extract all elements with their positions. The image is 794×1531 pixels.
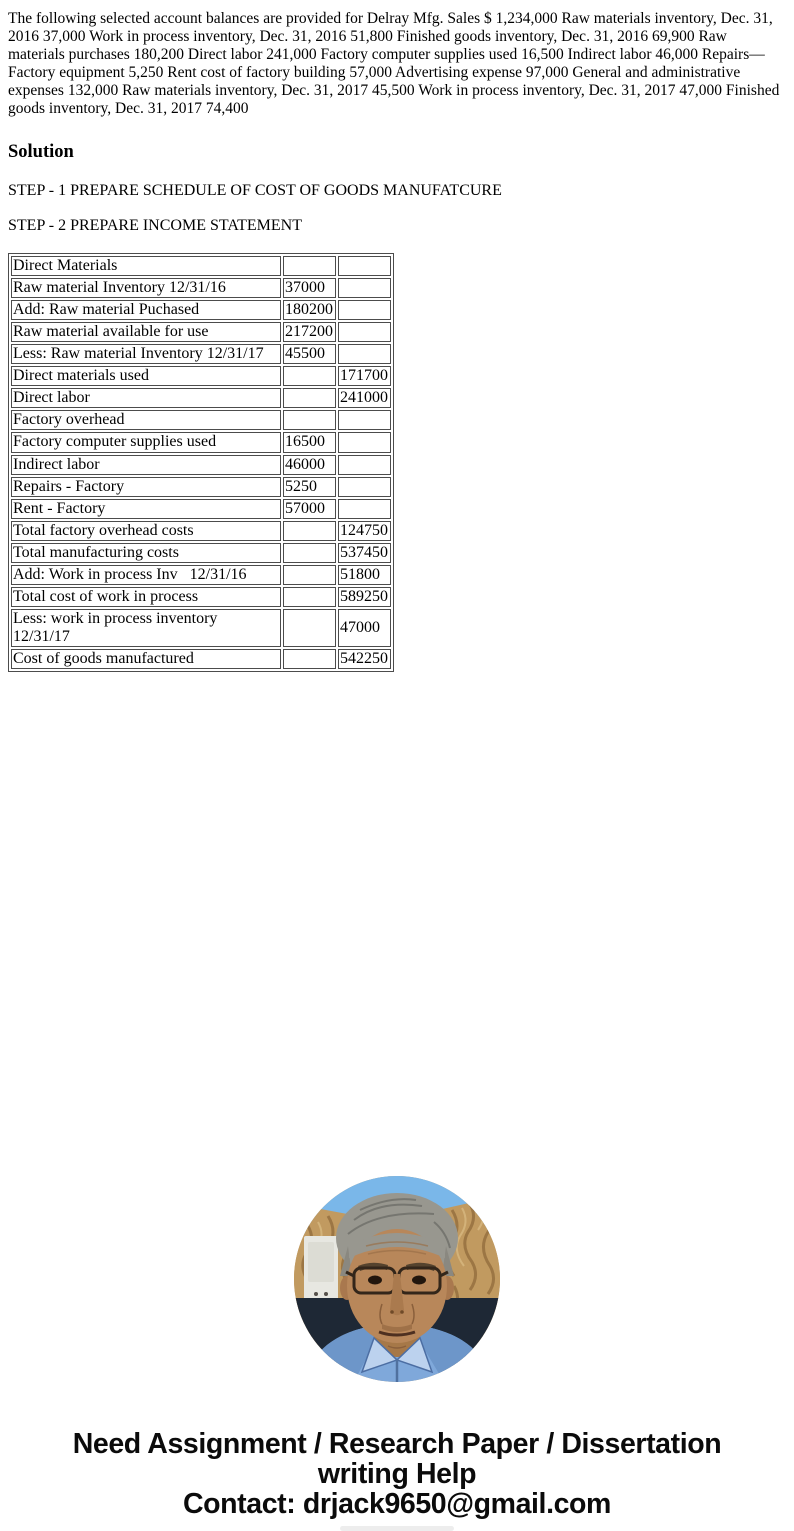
schedule-label-cell: Cost of goods manufactured [11, 649, 281, 669]
schedule-value-cell: 45500 [283, 344, 336, 364]
schedule-label-cell: Raw material Inventory 12/31/16 [11, 278, 281, 298]
schedule-row [11, 521, 391, 541]
schedule-value-cell [338, 410, 391, 430]
schedule-value-cell [338, 455, 391, 475]
schedule-value-cell [338, 499, 391, 519]
schedule-value-cell: 5250 [283, 477, 336, 497]
schedule-label-cell: Direct Materials [11, 256, 281, 276]
schedule-value-cell [283, 565, 336, 585]
schedule-value-cell [283, 366, 336, 386]
schedule-label-cell: Total factory overhead costs [11, 521, 281, 541]
schedule-value-cell [283, 587, 336, 607]
schedule-row [11, 322, 391, 342]
schedule-value-cell: 47000 [338, 609, 391, 647]
schedule-row [11, 455, 391, 475]
schedule-label-cell: Total manufacturing costs [11, 543, 281, 563]
schedule-label-cell: Factory overhead [11, 410, 281, 430]
schedule-value-cell: 124750 [338, 521, 391, 541]
schedule-value-cell [338, 256, 391, 276]
schedule-value-cell: 241000 [338, 388, 391, 408]
schedule-row [11, 410, 391, 430]
schedule-value-cell: 46000 [283, 455, 336, 475]
schedule-value-cell: 589250 [338, 587, 391, 607]
schedule-row [11, 649, 391, 669]
schedule-value-cell [338, 322, 391, 342]
schedule-value-cell: 542250 [338, 649, 391, 669]
step-1-line: STEP - 1 PREPARE SCHEDULE OF COST OF GOODS MANUFATCURE [8, 181, 502, 199]
faded-text-artifact [340, 1526, 454, 1531]
schedule-row [11, 432, 391, 452]
schedule-label-cell: Rent - Factory [11, 499, 281, 519]
schedule-value-cell [338, 300, 391, 320]
schedule-value-cell: 37000 [283, 278, 336, 298]
schedule-label-cell: Raw material available for use [11, 322, 281, 342]
schedule-label-cell: Factory computer supplies used [11, 432, 281, 452]
footer-contact-text: Contact: drjack9650@gmail.com [182, 1488, 611, 1521]
schedule-value-cell [283, 256, 336, 276]
intro-paragraph: The following selected account balances are provided for Delray Mfg. Sales $ 1,234,000 Raw materials inventory, Dec. 31, 2016 37,000 Work in process inventory, Dec. 31, 2016 51,800 Finished goods inventory, Dec. 31, 2016 69,900 Raw materials purchases 180,200 Direct labor 241,000 Factory computer supplies used 16,500 Indirect labor 46,000 Repairs—Factory equipment 5,250 Rent cost of factory building 57,000 Advertising expense 97,000 General and administrative expenses 132,000 Raw materials inventory, Dec. 31, 2017 45,500 Work in process inventory, Dec. 31, 2017 47,000 Finished goods inventory, Dec. 31, 2017 74,400 [8, 10, 780, 117]
schedule-value-cell: 180200 [283, 300, 336, 320]
schedule-row [11, 565, 391, 585]
schedule-value-cell [283, 543, 336, 563]
schedule-row [11, 278, 391, 298]
schedule-row [11, 256, 391, 276]
schedule-label-cell: Direct labor [11, 388, 281, 408]
schedule-label-cell: Total cost of work in process [11, 587, 281, 607]
step-2-line: STEP - 2 PREPARE INCOME STATEMENT [8, 216, 303, 234]
schedule-row [11, 609, 391, 647]
footer-banner [8, 1429, 786, 1531]
schedule-value-cell [338, 477, 391, 497]
schedule-value-cell: 16500 [283, 432, 336, 452]
footer-help-text: Need Assignment / Research Paper / Dissertation writing Help [72, 1428, 722, 1491]
schedule-value-cell: 57000 [283, 499, 336, 519]
schedule-row [11, 344, 391, 364]
cost-of-goods-schedule-table [8, 253, 394, 672]
schedule-value-cell [283, 388, 336, 408]
schedule-value-cell: 171700 [338, 366, 391, 386]
schedule-label-cell: Repairs - Factory [11, 477, 281, 497]
schedule-label-cell: Direct materials used [11, 366, 281, 386]
schedule-value-cell [283, 521, 336, 541]
schedule-value-cell: 217200 [283, 322, 336, 342]
schedule-label-cell: Indirect labor [11, 455, 281, 475]
schedule-label-cell: Add: Work in process Inv 12/31/16 [11, 565, 281, 585]
schedule-value-cell [338, 344, 391, 364]
solution-heading: Solution [8, 141, 74, 162]
schedule-label-cell: Less: work in process inventory 12/31/17 [11, 609, 281, 647]
schedule-value-cell [338, 278, 391, 298]
schedule-row [11, 477, 391, 497]
schedule-row [11, 587, 391, 607]
schedule-label-cell: Less: Raw material Inventory 12/31/17 [11, 344, 281, 364]
schedule-row [11, 388, 391, 408]
schedule-row [11, 300, 391, 320]
schedule-value-cell: 537450 [338, 543, 391, 563]
schedule-value-cell [283, 609, 336, 647]
schedule-value-cell [283, 649, 336, 669]
schedule-label-cell: Add: Raw material Puchased [11, 300, 281, 320]
schedule-row [11, 366, 391, 386]
schedule-value-cell [283, 410, 336, 430]
tutor-portrait-photo [294, 1176, 500, 1382]
portrait-photo-container [8, 1176, 786, 1382]
schedule-row [11, 499, 391, 519]
schedule-value-cell [338, 432, 391, 452]
schedule-value-cell: 51800 [338, 565, 391, 585]
schedule-row [11, 543, 391, 563]
